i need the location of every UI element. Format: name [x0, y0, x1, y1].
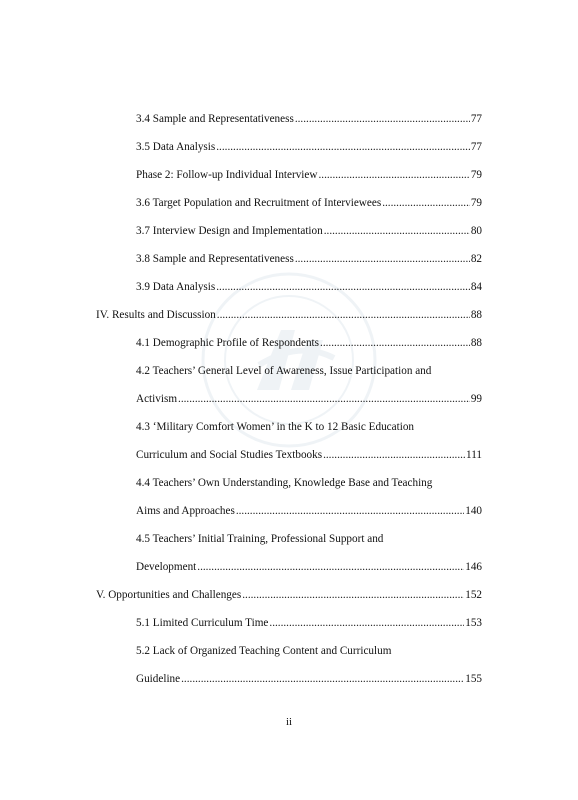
toc-entry[interactable] — [136, 392, 482, 406]
dot-leader — [217, 308, 470, 322]
toc-entry-title: 3.7 Interview Design and Implementation — [136, 225, 323, 237]
toc-entry-title: 3.8 Sample and Representativeness — [136, 253, 294, 265]
toc-entry-title: V. Opportunities and Challenges — [96, 589, 242, 601]
toc-entry[interactable] — [136, 616, 482, 630]
dot-leader — [178, 392, 470, 406]
toc-entry-title: 3.6 Target Population and Recruitment of Interviewees — [136, 197, 382, 209]
toc-page-number: 77 — [470, 113, 482, 125]
dot-leader — [242, 588, 464, 602]
page-number-footer: ii — [285, 716, 293, 728]
toc-entry-title-line1[interactable]: 4.5 Teachers’ Initial Training, Professional Support and — [136, 533, 384, 545]
toc-entry-title: Aims and Approaches — [136, 505, 235, 517]
toc-page-number: 82 — [470, 253, 482, 265]
dot-leader — [216, 140, 470, 154]
toc-page-number: 80 — [470, 225, 482, 237]
toc-entry[interactable] — [136, 112, 482, 126]
toc-chapter-entry[interactable] — [96, 308, 482, 322]
dot-leader — [269, 616, 464, 630]
toc-page-number: 79 — [470, 197, 482, 209]
toc-entry-title: 4.1 Demographic Profile of Respondents — [136, 337, 320, 349]
toc-page-number: 79 — [470, 169, 482, 181]
dot-leader — [181, 672, 464, 686]
toc-page-number: 77 — [470, 141, 482, 153]
toc-page-number: 140 — [465, 505, 482, 517]
toc-entry-title: Curriculum and Social Studies Textbooks — [136, 449, 323, 461]
dot-leader — [320, 336, 470, 350]
toc-entry[interactable] — [136, 336, 482, 350]
toc-page-number: 146 — [465, 561, 482, 573]
toc-entry[interactable] — [136, 224, 482, 238]
dot-leader — [295, 112, 470, 126]
toc-entry-title: 3.9 Data Analysis — [136, 281, 216, 293]
dot-leader — [318, 168, 469, 182]
toc-chapter-entry[interactable] — [96, 588, 482, 602]
toc-entry[interactable] — [136, 140, 482, 154]
toc-entry-title-line1[interactable]: 4.4 Teachers’ Own Understanding, Knowledge Base and Teaching — [136, 477, 433, 489]
toc-entry-title-line1[interactable]: 4.3 ‘Military Comfort Women’ in the K to 12 Basic Education — [136, 421, 415, 433]
toc-entry-title: Phase 2: Follow-up Individual Interview — [136, 169, 318, 181]
toc-page-number: 88 — [470, 309, 482, 321]
dot-leader — [197, 560, 464, 574]
dot-leader — [236, 504, 464, 518]
toc-entry[interactable] — [136, 280, 482, 294]
toc-entry-title: IV. Results and Discussion — [96, 309, 216, 321]
toc-page-number: 99 — [470, 393, 482, 405]
dot-leader — [324, 224, 470, 238]
toc-entry[interactable] — [136, 196, 482, 210]
toc-entry-title-line1[interactable]: 5.2 Lack of Organized Teaching Content and Curriculum — [136, 645, 392, 657]
toc-page-number: 153 — [465, 617, 482, 629]
toc-entry-title: 3.5 Data Analysis — [136, 141, 216, 153]
toc-entry[interactable] — [136, 560, 482, 574]
toc-entry-title: Activism — [136, 393, 178, 405]
toc-entry[interactable] — [136, 448, 482, 462]
dot-leader — [382, 196, 470, 210]
toc-entry[interactable] — [136, 504, 482, 518]
toc-entry[interactable] — [136, 672, 482, 686]
dot-leader — [295, 252, 470, 266]
dot-leader — [323, 448, 465, 462]
toc-entry[interactable] — [136, 252, 482, 266]
toc-page-number: 111 — [466, 449, 482, 461]
toc-entry-title: Guideline — [136, 673, 181, 685]
toc-entry-title: Development — [136, 561, 197, 573]
toc-page-number: 88 — [470, 337, 482, 349]
dot-leader — [216, 280, 470, 294]
toc-page-number: 84 — [470, 281, 482, 293]
toc-entry-title-line1[interactable]: 4.2 Teachers’ General Level of Awareness, Issue Participation and — [136, 365, 432, 377]
toc-page-number: 155 — [465, 673, 482, 685]
toc-entry[interactable] — [136, 168, 482, 182]
toc-entry-title: 3.4 Sample and Representativeness — [136, 113, 294, 125]
toc-page-number: 152 — [465, 589, 482, 601]
toc-entry-title: 5.1 Limited Curriculum Time — [136, 617, 269, 629]
